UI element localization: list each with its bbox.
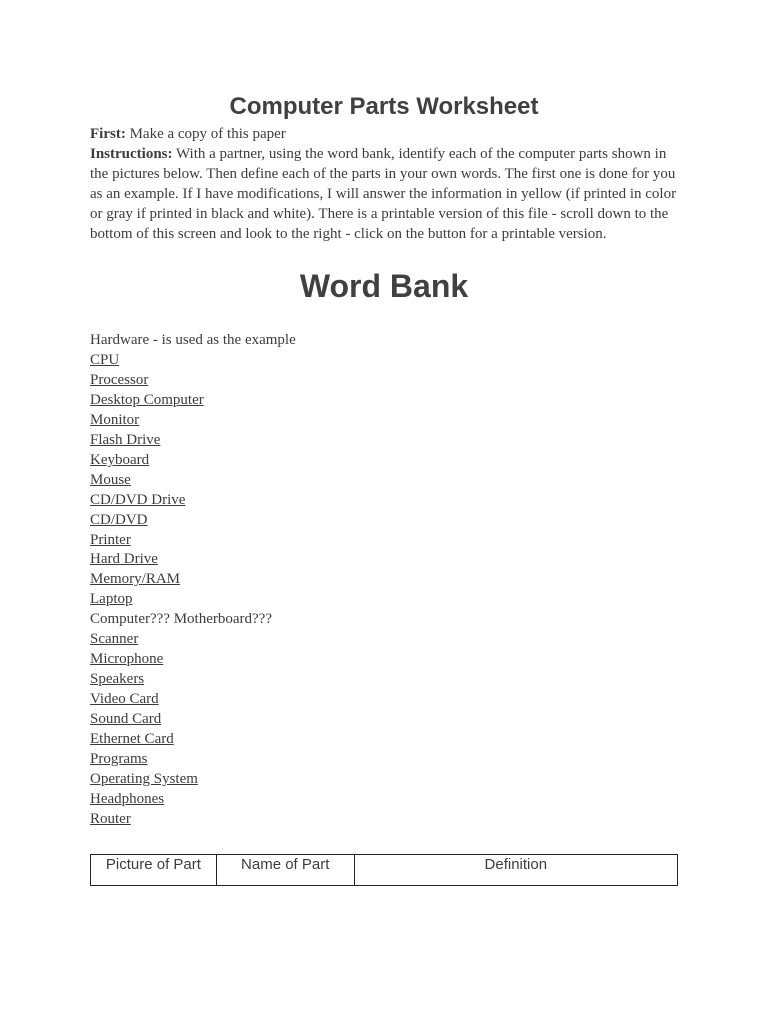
parts-table — [90, 854, 678, 886]
word-bank-item — [90, 431, 296, 451]
word-bank-link[interactable]: CD/DVD — [90, 511, 148, 528]
table-header-row — [91, 855, 678, 886]
first-line — [90, 124, 678, 144]
word-bank-link[interactable]: Mouse — [90, 471, 131, 488]
instructions-text: With a partner, using the word bank, identify each of the computer parts shown in the pictures below. Then define each of the parts in your own words. The first one is done for you as an example. If I have modifications, I will answer the information in yellow (if printed in color or gray if printed in black and white). There is a printable version of this file - scroll down to the bottom of this screen and look to the right - click on the button for a printable version. — [90, 146, 677, 242]
page-title: Computer Parts Worksheet — [229, 93, 539, 120]
word-bank-item — [90, 550, 296, 570]
word-bank-link[interactable]: Speakers — [90, 671, 145, 688]
word-bank-item — [90, 630, 296, 650]
word-bank-link[interactable]: Processor — [90, 371, 149, 388]
word-bank-link[interactable]: Memory/RAM — [90, 571, 180, 588]
word-bank-text: Computer??? Motherboard??? — [90, 611, 272, 628]
word-bank-link[interactable]: Scanner — [90, 631, 139, 648]
column-header-definition: Definition — [354, 855, 677, 886]
instructions-label: Instructions: — [90, 146, 173, 162]
word-bank-item — [90, 351, 296, 371]
column-header-picture: Picture of Part — [91, 855, 217, 886]
first-label: First: — [90, 126, 126, 142]
word-bank-link[interactable]: Ethernet Card — [90, 731, 174, 748]
intro-section — [90, 124, 678, 244]
word-bank-item — [90, 491, 296, 511]
word-bank-item — [90, 411, 296, 431]
word-bank-item — [90, 810, 296, 830]
word-bank-item — [90, 371, 296, 391]
column-header-name: Name of Part — [216, 855, 354, 886]
word-bank-link[interactable]: CPU — [90, 351, 120, 368]
word-bank-item — [90, 670, 296, 690]
word-bank-item — [90, 531, 296, 551]
word-bank-item — [90, 451, 296, 471]
word-bank-item — [90, 570, 296, 590]
word-bank-link[interactable]: Sound Card — [90, 711, 162, 728]
first-text: Make a copy of this paper — [129, 126, 286, 142]
word-bank-link[interactable]: Programs — [90, 751, 148, 768]
word-bank-list — [90, 331, 296, 830]
word-bank-link[interactable]: Microphone — [90, 651, 164, 668]
word-bank-item — [90, 590, 296, 610]
word-bank-item — [90, 610, 296, 630]
word-bank-item — [90, 650, 296, 670]
word-bank-link[interactable]: Laptop — [90, 591, 133, 608]
word-bank-item — [90, 391, 296, 411]
word-bank-link[interactable]: Printer — [90, 531, 131, 548]
word-bank-item — [90, 730, 296, 750]
word-bank-item — [90, 690, 296, 710]
word-bank-link[interactable]: Headphones — [90, 790, 165, 807]
word-bank-link[interactable]: Operating System — [90, 770, 198, 787]
word-bank-link[interactable]: Keyboard — [90, 451, 150, 468]
word-bank-item — [90, 770, 296, 790]
word-bank-link[interactable]: Hard Drive — [90, 551, 158, 568]
instructions-paragraph — [90, 144, 678, 244]
word-bank-item — [90, 471, 296, 491]
word-bank-item — [90, 750, 296, 770]
word-bank-text: Hardware - is used as the example — [90, 332, 296, 348]
word-bank-link[interactable]: Video Card — [90, 691, 159, 708]
word-bank-link[interactable]: Monitor — [90, 411, 140, 428]
word-bank-heading: Word Bank — [299, 268, 469, 304]
word-bank-link[interactable]: Desktop Computer — [90, 391, 204, 408]
word-bank-link[interactable]: CD/DVD Drive — [90, 491, 186, 508]
word-bank-item — [90, 331, 296, 351]
word-bank-item — [90, 511, 296, 531]
word-bank-link[interactable]: Flash Drive — [90, 431, 161, 448]
word-bank-link[interactable]: Router — [90, 810, 131, 827]
word-bank-item — [90, 790, 296, 810]
word-bank-item — [90, 710, 296, 730]
